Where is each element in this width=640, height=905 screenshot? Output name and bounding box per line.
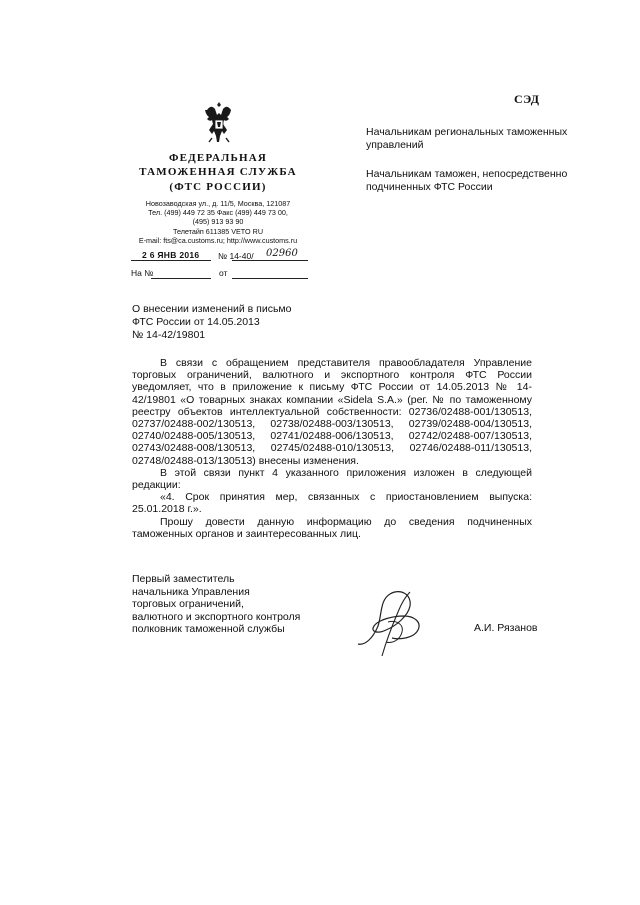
body-paragraph-amendment: В этой связи пункт 4 указанного приложения изложен в следующей редакции: [132, 466, 532, 492]
registration-number-handwritten: 02960 [266, 248, 298, 259]
signer-position [132, 573, 332, 636]
sed-mark: СЭД [514, 92, 540, 106]
org-name-line3: (ФТС РОССИИ) [169, 181, 267, 193]
addressee-regional: Начальникам региональных таможенных управлений [366, 126, 568, 151]
coat-of-arms-icon [203, 100, 235, 146]
body-paragraph-request: Прошу довести данную информацию до сведения подчиненных таможенных органов и заинтересованных лиц. [132, 515, 532, 540]
email-line: E-mail: fts@ca.customs.ru; http://www.customs.ru [138, 236, 298, 245]
org-name-line2: ТАМОЖЕННАЯ СЛУЖБА [139, 166, 297, 178]
signer-position-line: полковник таможенной службы [132, 623, 285, 636]
letter-body [132, 357, 532, 540]
signer-name: А.И. Рязанов [474, 622, 538, 634]
org-name-line1: ФЕДЕРАЛЬНАЯ [168, 152, 268, 164]
addressee-customs: Начальникам таможен, непосредственно подчиненных ФТС России [366, 168, 568, 193]
signer-position-line: начальника Управления [132, 585, 250, 598]
handwritten-signature [352, 586, 432, 660]
registration-number-prefix: № 14-40/ [218, 251, 254, 261]
ref-number-label: На № [131, 268, 154, 278]
address-line: Новозаводская ул., д. 11/5, Москва, 121087 [145, 199, 291, 208]
signer-position-line: торговых ограничений, [132, 598, 244, 611]
ref-number-line [151, 268, 211, 279]
signer-position-line: Первый заместитель [132, 573, 235, 585]
phone-line: (495) 913 93 90 [192, 217, 244, 226]
registration-date: 2 6 ЯНВ 2016 [142, 250, 200, 260]
signer-position-line: валютного и экспортного контроля [132, 610, 301, 623]
subject-line1: О внесении изменений в письмо [132, 303, 292, 315]
ref-date-label: от [219, 268, 228, 278]
subject-line3: № 14-42/19801 [132, 329, 206, 341]
ref-date-line [232, 268, 308, 279]
body-paragraph-term: «4. Срок принятия мер, связанных с приостановлением выпуска: 25.01.2018 г.». [132, 491, 532, 516]
teletype-line: Телетайп 611385 VETO RU [172, 227, 264, 236]
subject-line2: ФТС России от 14.05.2013 [132, 316, 260, 328]
body-paragraph-notice: В связи с обращением представителя правообладателя Управление торговых ограничений, валютного и экспортного контроля ФТС России уведомляет, что в приложение к письму ФТС России от 14.05.2013 № 14-42/19801 «О товарных знаках компании «Sidela S.A.» (рег. № по таможенному реестру объектов интеллектуальной собственности: 02736/02488-001/130513, 02737/02488-002/130513, 02738/02488-003/130513, 02739/02488-004/130513, 02740/02488-005/130513, 02741/02488-006/130513, 02742/02488-007/130513, 02743/02488-008/130513, 02745/02488-010/130513, 02746/02488-011/130513, 02748/02488-013/130513) внесены изменения. [132, 357, 532, 467]
phone-fax-line: Тел. (499) 449 72 35 Факс (499) 449 73 00, [148, 208, 288, 217]
